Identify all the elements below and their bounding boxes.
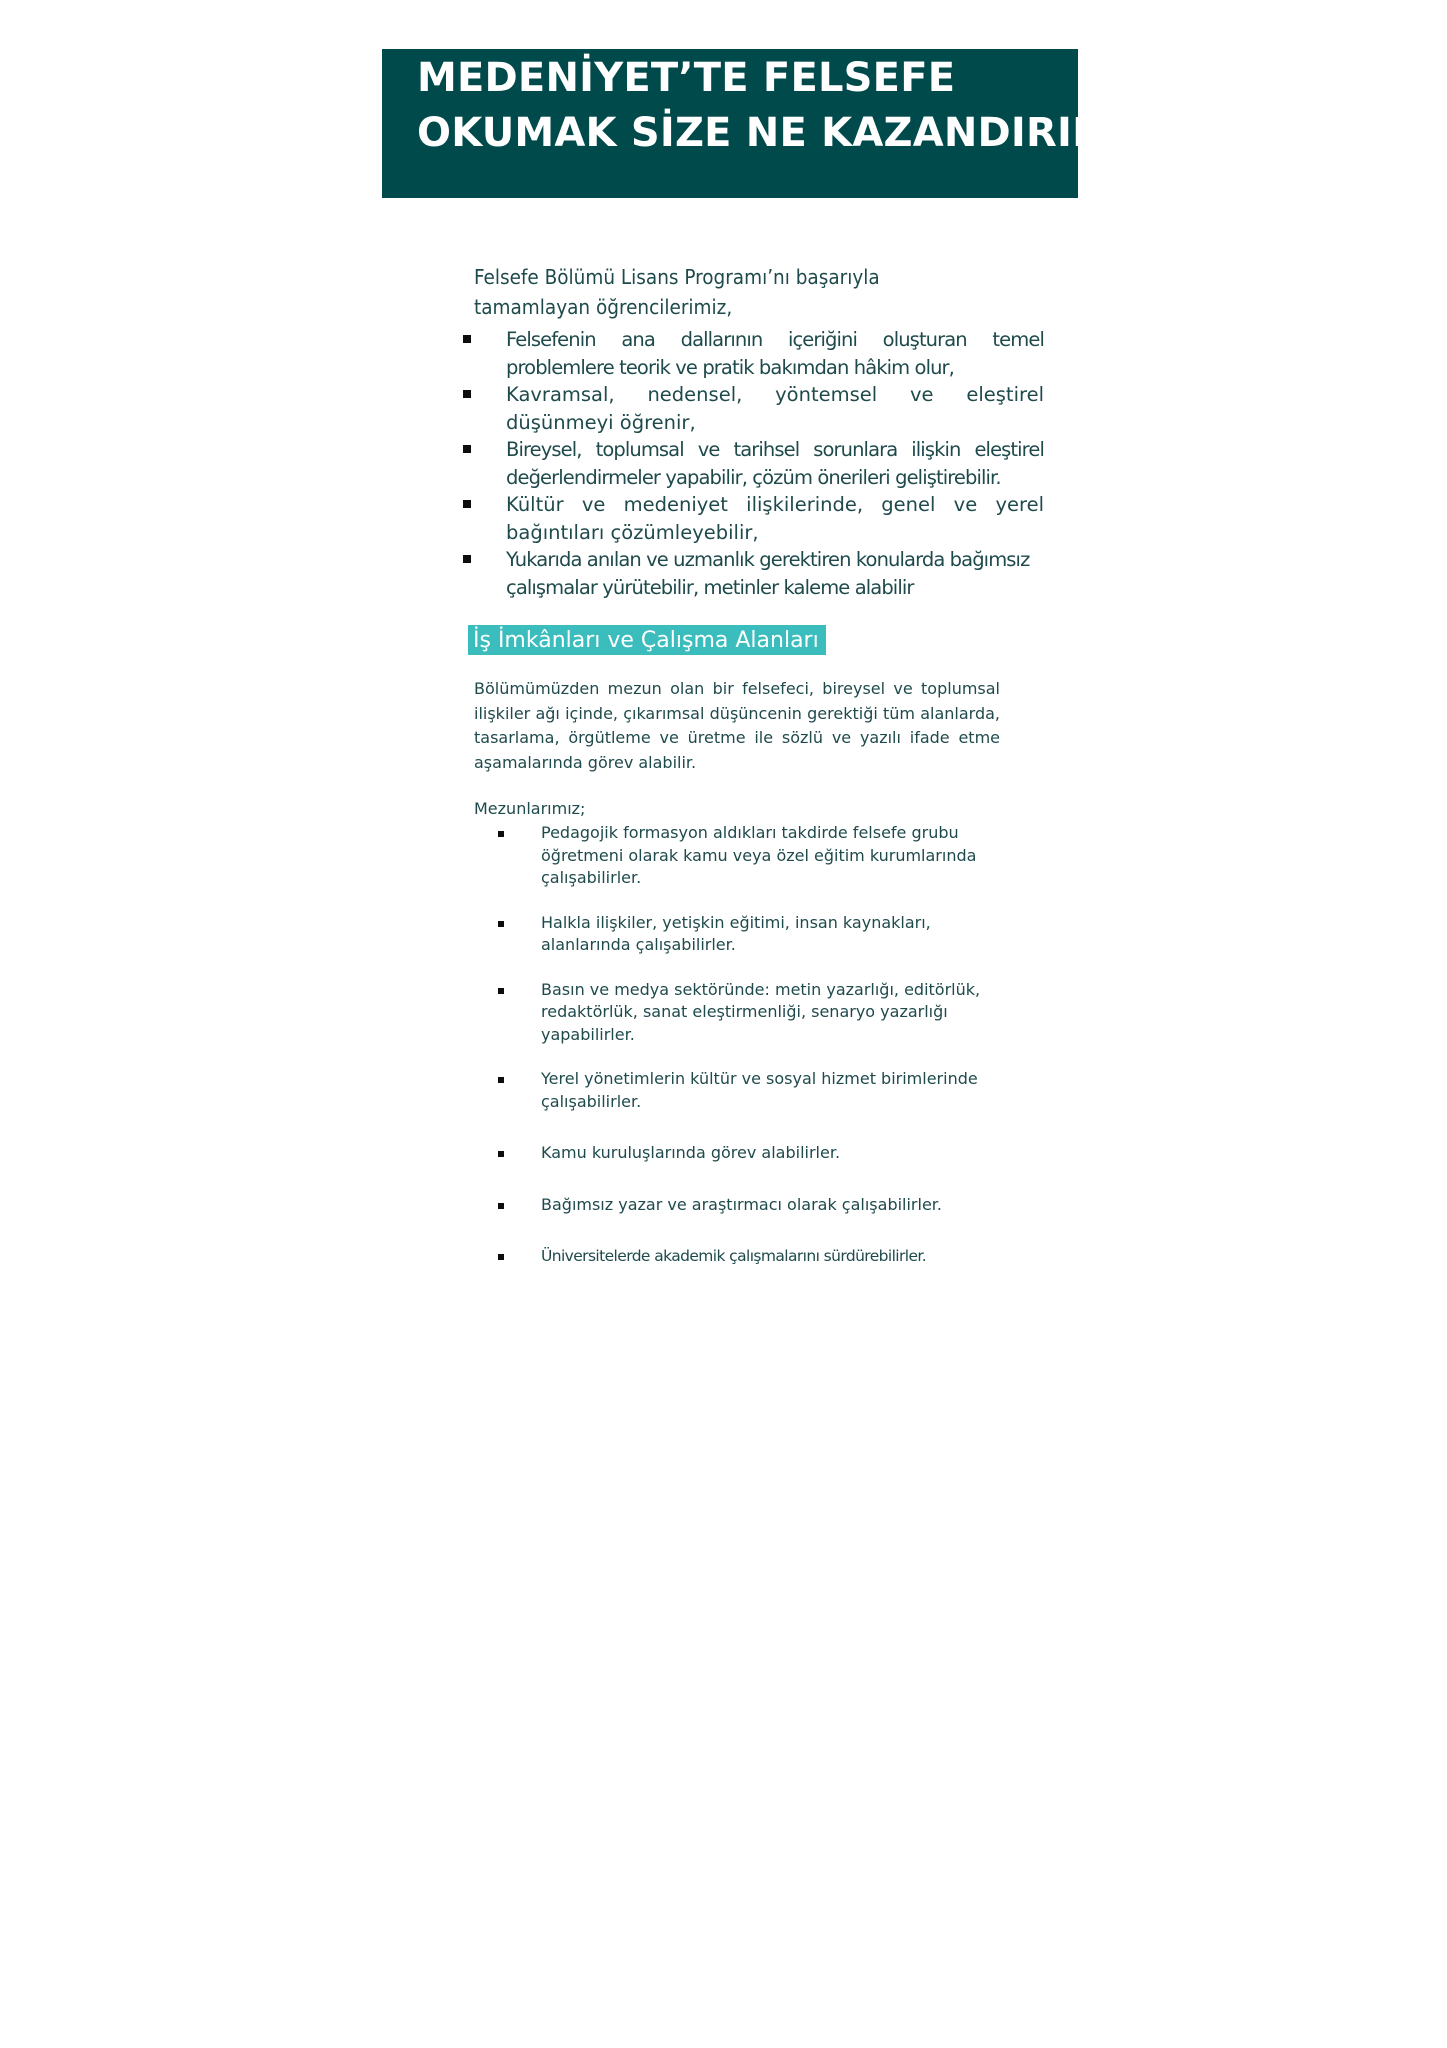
square-bullet-icon [498, 1203, 504, 1209]
page-title [417, 51, 1127, 161]
careers-paragraph: Bölümümüzden mezun olan bir felsefeci, bireysel ve toplumsal ilişkiler ağı içinde, çıkarımsal düşüncenin gerektiği tüm alanlarda, tasarlama, örgütleme ve üretme ile sözlü ve yazılı ifade etme aşamalarında görev alabilir. [474, 679, 1000, 772]
career-text: Üniversitelerde akademik çalışmalarını sürdürebilirler. [541, 1247, 927, 1265]
list-item [462, 436, 1044, 491]
learning-outcomes-list [462, 326, 1044, 601]
square-bullet-icon [498, 1077, 504, 1083]
square-bullet-icon [463, 335, 471, 343]
header-banner [382, 49, 1127, 198]
square-bullet-icon [463, 390, 471, 398]
title-line-2: OKUMAK SİZE NE KAZANDIRIR? [417, 110, 1127, 156]
career-text: Yerel yönetimlerin kültür ve sosyal hizmet birimlerinde çalışabilirler. [541, 1069, 978, 1111]
list-item [496, 1142, 1016, 1165]
square-bullet-icon [498, 1151, 504, 1157]
intro-line-2: tamamlayan öğrencilerimiz, [474, 295, 733, 319]
section-heading-careers: İş İmkânları ve Çalışma Alanları [468, 625, 826, 655]
list-item [496, 912, 1016, 957]
outcome-text: Yukarıda anılan ve uzmanlık gerektiren konularda bağımsız çalışmalar yürütebilir, metinler kaleme alabilir [506, 548, 1030, 599]
career-text: Bağımsız yazar ve araştırmacı olarak çalışabilirler. [541, 1194, 942, 1214]
square-bullet-icon [498, 1254, 504, 1260]
outcome-text: Kavramsal, nedensel, yöntemsel ve eleştirel düşünmeyi öğrenir, [506, 383, 1044, 434]
outcome-text: Bireysel, toplumsal ve tarihsel sorunlara ilişkin eleştirel değerlendirmeler yapabilir, çözüm önerileri geliştirebilir. [506, 438, 1044, 489]
intro-line-1: Felsefe Bölümü Lisans Programı’nı başarıyla [474, 265, 880, 289]
list-item [496, 1068, 1016, 1113]
list-item [462, 381, 1044, 436]
list-item [462, 326, 1044, 381]
title-line-1: MEDENİYET’TE FELSEFE [417, 55, 956, 101]
list-item [496, 979, 1016, 1047]
list-item [496, 1245, 1016, 1268]
square-bullet-icon [498, 831, 504, 837]
career-text: Halkla ilişkiler, yetişkin eğitimi, insan kaynakları, alanlarında çalışabilirler. [541, 912, 931, 954]
outcome-text: Felsefenin ana dallarının içeriğini oluşturan temel problemlere teorik ve pratik bakımdan hâkim olur, [506, 328, 1044, 379]
list-item [496, 1194, 1016, 1217]
intro-text [474, 262, 880, 322]
square-bullet-icon [498, 921, 504, 927]
list-item [462, 491, 1044, 546]
career-text: Basın ve medya sektöründe: metin yazarlığı, editörlük, redaktörlük, sanat eleştirmenliği, senaryo yazarlığı yapabilirler. [541, 979, 981, 1044]
graduate-careers-list [496, 822, 1016, 1268]
list-item [496, 822, 1016, 890]
career-text: Kamu kuruluşlarında görev alabilirler. [541, 1143, 841, 1162]
square-bullet-icon [498, 988, 504, 994]
career-text: Pedagojik formasyon aldıkları takdirde felsefe grubu öğretmeni olarak kamu veya özel eğitim kurumlarında çalışabilirler. [541, 823, 977, 887]
outcome-text: Kültür ve medeniyet ilişkilerinde, genel ve yerel bağıntıları çözümleyebilir, [506, 493, 1044, 544]
graduates-label: Mezunlarımız; [474, 799, 586, 818]
list-item [462, 546, 1044, 601]
square-bullet-icon [463, 500, 471, 508]
square-bullet-icon [463, 445, 471, 453]
square-bullet-icon [463, 555, 471, 563]
